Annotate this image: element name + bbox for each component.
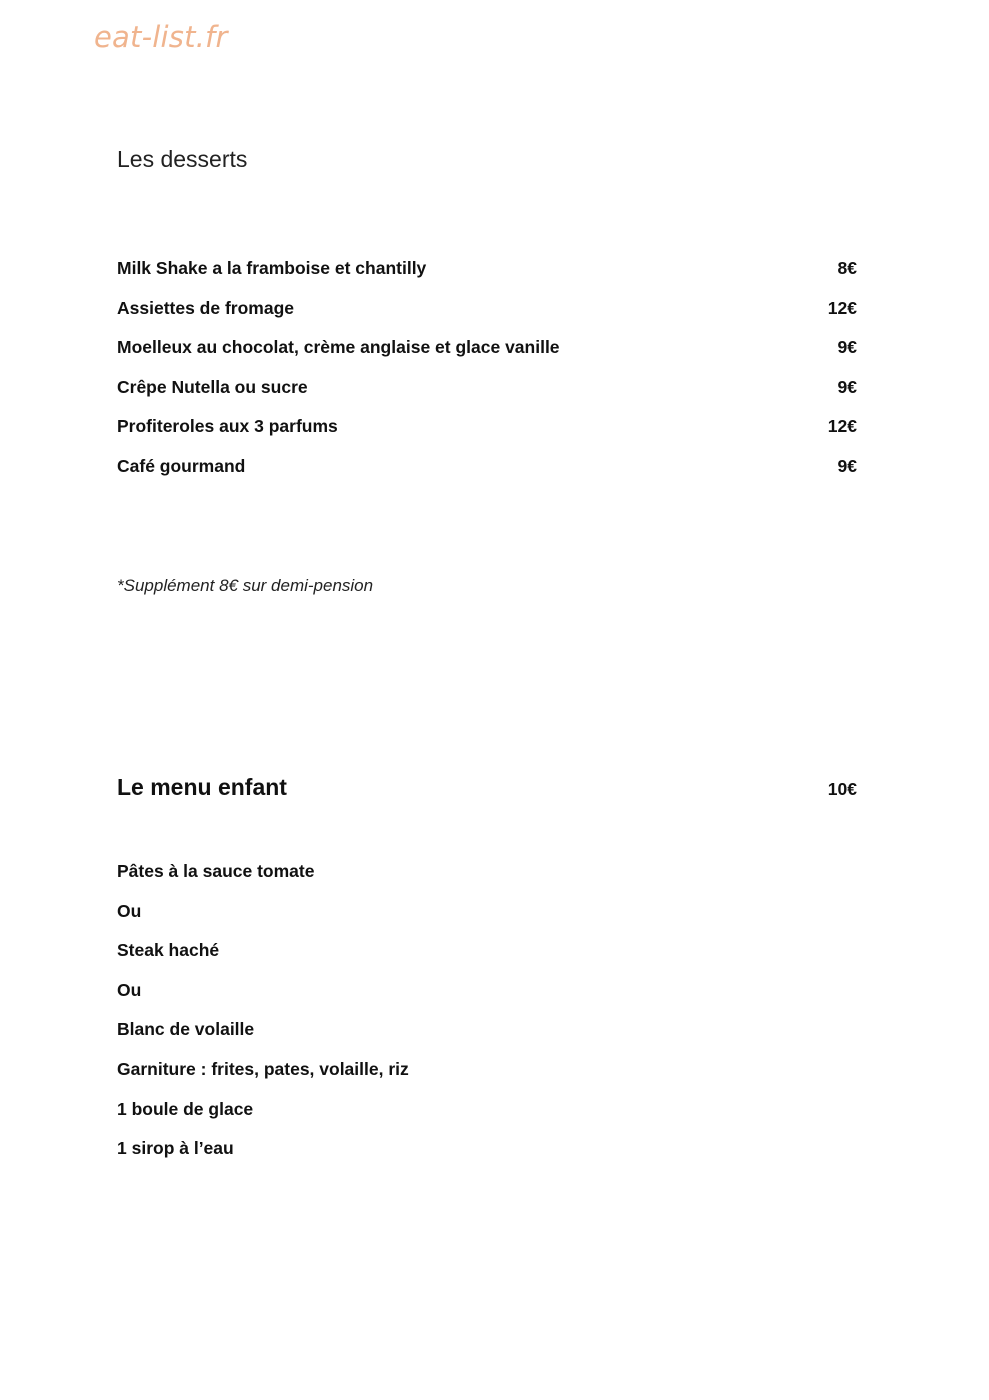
- dessert-item: [117, 456, 857, 496]
- kids-menu-item: Garniture : frites, pates, volaille, riz: [117, 1058, 409, 1079]
- kids-menu-item: 1 boule de glace: [117, 1098, 254, 1119]
- dessert-item: [117, 337, 857, 377]
- dessert-item: [117, 377, 857, 417]
- dessert-item: [117, 258, 857, 298]
- desserts-title: Les desserts: [117, 146, 248, 172]
- kids-menu-item: Steak haché: [117, 940, 220, 961]
- dessert-name: Assiettes de fromage: [117, 297, 295, 318]
- desserts-list: [117, 258, 857, 496]
- dessert-price: 9€: [837, 455, 857, 476]
- dessert-item: [117, 298, 857, 338]
- kids-menu-item: 1 sirop à l’eau: [117, 1138, 234, 1159]
- supplement-note: *Supplément 8€ sur demi-pension: [117, 576, 374, 595]
- dessert-price: 9€: [837, 376, 857, 397]
- dessert-name: Moelleux au chocolat, crème anglaise et glace vanille: [117, 337, 560, 358]
- dessert-item: [117, 416, 857, 456]
- dessert-price: 12€: [827, 297, 857, 318]
- kids-menu-header: [117, 774, 857, 801]
- dessert-price: 8€: [837, 258, 857, 278]
- dessert-name: Milk Shake a la framboise et chantilly: [117, 258, 427, 278]
- kids-menu-list: [117, 861, 409, 1178]
- kids-menu-item: Ou: [117, 979, 142, 1000]
- dessert-name: Profiteroles aux 3 parfums: [117, 416, 338, 437]
- kids-menu-item: Blanc de volaille: [117, 1019, 255, 1040]
- kids-menu-title: Le menu enfant: [117, 774, 287, 800]
- dessert-price: 9€: [837, 337, 857, 358]
- kids-menu-item: Pâtes à la sauce tomate: [117, 861, 315, 881]
- dessert-name: Café gourmand: [117, 455, 246, 476]
- kids-menu-item: Ou: [117, 900, 142, 921]
- dessert-price: 12€: [827, 416, 857, 437]
- kids-menu-price: 10€: [827, 779, 857, 799]
- dessert-name: Crêpe Nutella ou sucre: [117, 376, 308, 397]
- watermark-logo: eat-list.fr: [94, 20, 228, 54]
